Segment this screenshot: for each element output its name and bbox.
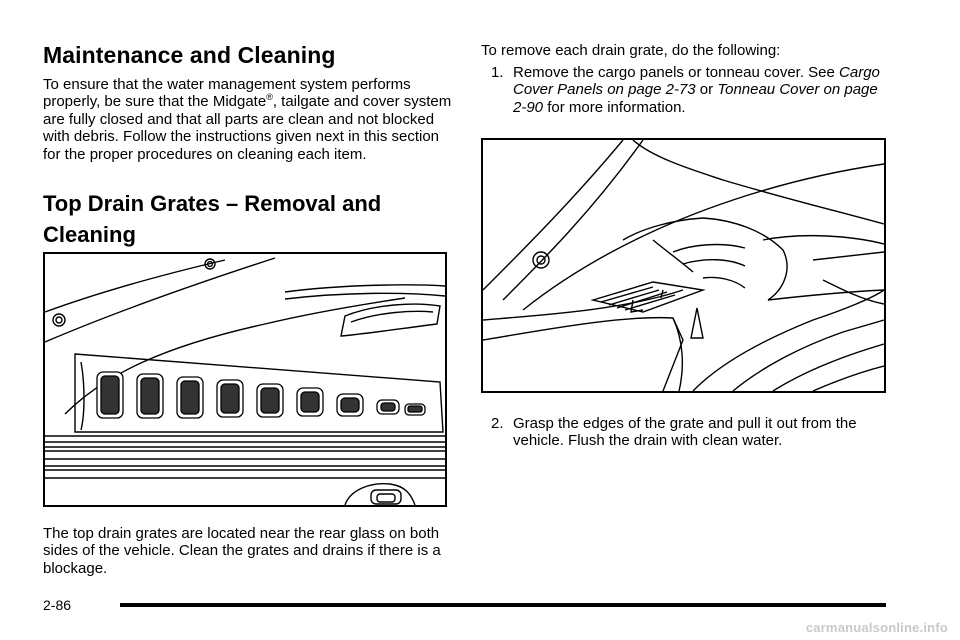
step-2-text: Grasp the edges of the grate and pull it out from the vehicle. Flush the drain with clean water. [513,415,857,450]
intro-paragraph [43,76,455,163]
intro-text-before: To ensure that the water management system performs properly, be sure that the Midgate [43,76,411,111]
registered-mark: ® [266,92,273,103]
grate-removal-drawing [483,140,884,391]
step-1-text-after: for more information. [547,98,686,116]
tonneau-cover-reference: Tonneau Cover on page 2-90 [513,81,878,116]
step-1-text [491,64,886,116]
removal-intro: To remove each drain grate, do the following: [481,42,781,59]
watermark: carmanualsonline.info [805,620,948,635]
section-title: Maintenance and Cleaning [43,42,336,68]
drain-grates-illustration [43,252,447,507]
grate-removal-illustration [481,138,886,393]
page-number: 2-86 [43,597,72,613]
step-2-number: 2. [491,415,504,432]
cargo-cover-panels-reference: Cargo Cover Panels on page 2-73 [513,64,880,99]
intro-text-after: , tailgate and cover system are fully closed and that all parts are clean and not blocked with debris. Follow the instructions given next in this section for the proper procedures on cleaning each item. [43,93,452,163]
step-1 [491,64,886,116]
grates-location-paragraph: The top drain grates are located near the rear glass on both sides of the vehicle. Clean the grates and drains if there is a blockage. [43,525,441,577]
step-1-text-mid: or [699,81,714,99]
step-1-text-before: Remove the cargo panels or tonneau cover. See [513,64,835,81]
footer-rule [120,603,886,607]
step-1-number: 1. [491,64,504,81]
subsection-title: Top Drain Grates – Removal and Cleaning [43,191,382,247]
drain-grates-drawing [45,254,445,505]
step-2 [491,415,886,450]
